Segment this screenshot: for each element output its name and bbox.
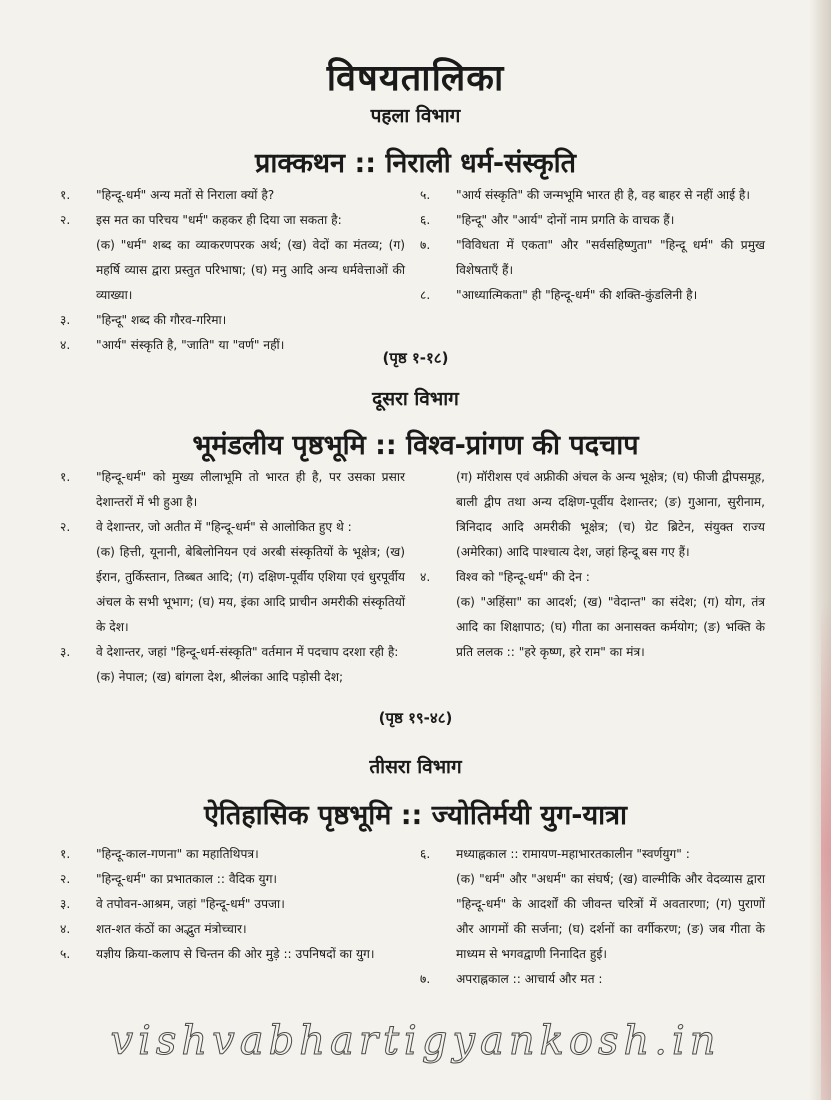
part-one-heading: पहला विभाग (370, 105, 461, 127)
list-item: १. "हिन्दू-धर्म" अन्य मतों से निराला क्यों है? (60, 188, 275, 202)
page-title: विषयतालिका (326, 58, 505, 99)
list-item: २. "हिन्दू-धर्म" का प्रभातकाल :: वैदिक युग। (60, 872, 278, 886)
section-three-title: ऐतिहासिक पृष्ठभूमि :: ज्योतिर्मयी युग-यात्रा (203, 800, 628, 831)
section-three-left-column (60, 842, 405, 967)
part-three-heading: तीसरा विभाग (369, 756, 462, 778)
list-item: २. इस मत का परिचय "धर्म" कहकर ही दिया जा सकता है: (क) "धर्म" शब्द का व्याकरणपरक अर्थ; (ख) वेदों का मंतव्य; (ग) महर्षि व्यास द्वारा प्रस्तुत परिभाषा; (घ) मनु आदि अन्य धर्मवेत्ताओं की व्याख्या। (60, 213, 405, 302)
list-item: ८. "आध्यात्मिकता" ही "हिन्दू-धर्म" की शक्ति-कुंडलिनी है। (420, 288, 698, 302)
list-item: ३. वे तपोवन-आश्रम, जहां "हिन्दू-धर्म" उपजा। (60, 897, 285, 911)
list-item: ५. "आर्य संस्कृति" की जन्मभूमि भारत ही है, वह बाहर से नहीं आई है। (420, 188, 751, 202)
list-item: ४. शत-शत कंठों का अद्भुत मंत्रोच्चार। (60, 922, 247, 936)
part-two-heading: दूसरा विभाग (372, 388, 459, 410)
site-watermark: vishvabhartigyankosh.in (110, 1018, 721, 1064)
list-item: ४. विश्व को "हिन्दू-धर्म" की देन : (क) "अहिंसा" का आदर्श; (ख) "वेदान्त" का संदेश; (ग) योग, तंत्र आदि का शिक्षापाठ; (घ) गीता का अनासक्त कर्मयोग; (ङ) भक्ति के प्रति ललक :: "हरे कृष्ण, हरे राम" का मंत्र। (420, 570, 765, 659)
list-item: ६. मध्याह्नकाल :: रामायण-महाभारतकालीन "स्वर्णयुग" : (क) "धर्म" और "अधर्म" का संघर्ष; (ख) वाल्मीकि और वेदव्यास द्वारा "हिन्दू-धर्म" के आदर्शों की जीवन्त चरित्रों में अवतारणा; (ग) पुराणों और आगमों की सर्जना; (घ) दर्शनों का वर्गीकरण; (ङ) जब गीता के माध्यम से भगवद्वाणी निनादित हुई। (420, 847, 765, 961)
list-item: ४. "आर्य" संस्कृति है, "जाति" या "वर्ण" नहीं। (60, 338, 285, 352)
list-item-continued: (ग) मॉरीशस एवं अफ्रीकी अंचल के अन्य भूक्षेत्र; (घ) फीजी द्वीपसमूह, बाली द्वीप तथा अन्य दक्षिण-पूर्वीय देशान्तर; (ङ) गुआना, सुरीनाम, त्रिनिदाद आदि अमरीकी भूक्षेत्र; (च) ग्रेट ब्रिटेन, संयुक्त राज्य (अमेरिका) आदि पाश्चात्य देश, जहां हिन्दू बस गए हैं। (456, 470, 765, 559)
section-one-left-column (60, 183, 405, 358)
section-two-left-column (60, 465, 405, 690)
list-item: १. "हिन्दू-धर्म" को मुख्य लीलाभूमि तो भारत ही है, पर उसका प्रसार देशान्तरों में भी हुआ है। (60, 470, 405, 509)
section-two-title: भूमंडलीय पृष्ठभूमि :: विश्व-प्रांगण की पदचाप (192, 430, 639, 461)
list-item: ३. "हिन्दू" शब्द की गौरव-गरिमा। (60, 313, 227, 327)
list-item: ७. "विविधता में एकता" और "सर्वसहिष्णुता" "हिन्दू धर्म" की प्रमुख विशेषताएँ हैं। (420, 238, 765, 277)
section-two-right-column (420, 465, 765, 665)
list-item: ७. अपराह्नकाल :: आचार्य और मत : (420, 972, 603, 986)
list-item: २. वे देशान्तर, जो अतीत में "हिन्दू-धर्म" से आलोकित हुए थे : (क) हित्ती, यूनानी, बेबिलोनियन एवं अरबी संस्कृतियों के भूक्षेत्र; (ख) ईरान, तुर्किस्तान, तिब्बत आदि; (ग) दक्षिण-पूर्वीय एशिया एवं धुरपूर्वीय अंचल के सभी भूभाग; (घ) मय, इंका आदि प्राचीन अमरीकी संस्कृतियों के देश। (60, 520, 405, 634)
list-item: ६. "हिन्दू" और "आर्य" दोनों नाम प्रगति के वाचक हैं। (420, 213, 675, 227)
section-three-right-column (420, 842, 765, 992)
section-one-title: प्राक्कथन :: निराली धर्म-संस्कृति (255, 148, 576, 179)
list-item: ५. यज्ञीय क्रिया-कलाप से चिन्तन की ओर मुड़े :: उपनिषदों का युग। (60, 947, 375, 961)
section-one-right-column (420, 183, 765, 308)
list-item: १. "हिन्दू-काल-गणना" का महातिथिपत्र। (60, 847, 259, 861)
page-range: (पृष्ठ १-१८) (382, 349, 449, 367)
list-item: ३. वे देशान्तर, जहां "हिन्दू-धर्म-संस्कृति" वर्तमान में पदचाप दरशा रही है: (क) नेपाल; (ख) बांगला देश, श्रीलंका आदि पड़ोसी देश; (60, 645, 399, 684)
page-range: (पृष्ठ १९-४८) (378, 709, 453, 727)
